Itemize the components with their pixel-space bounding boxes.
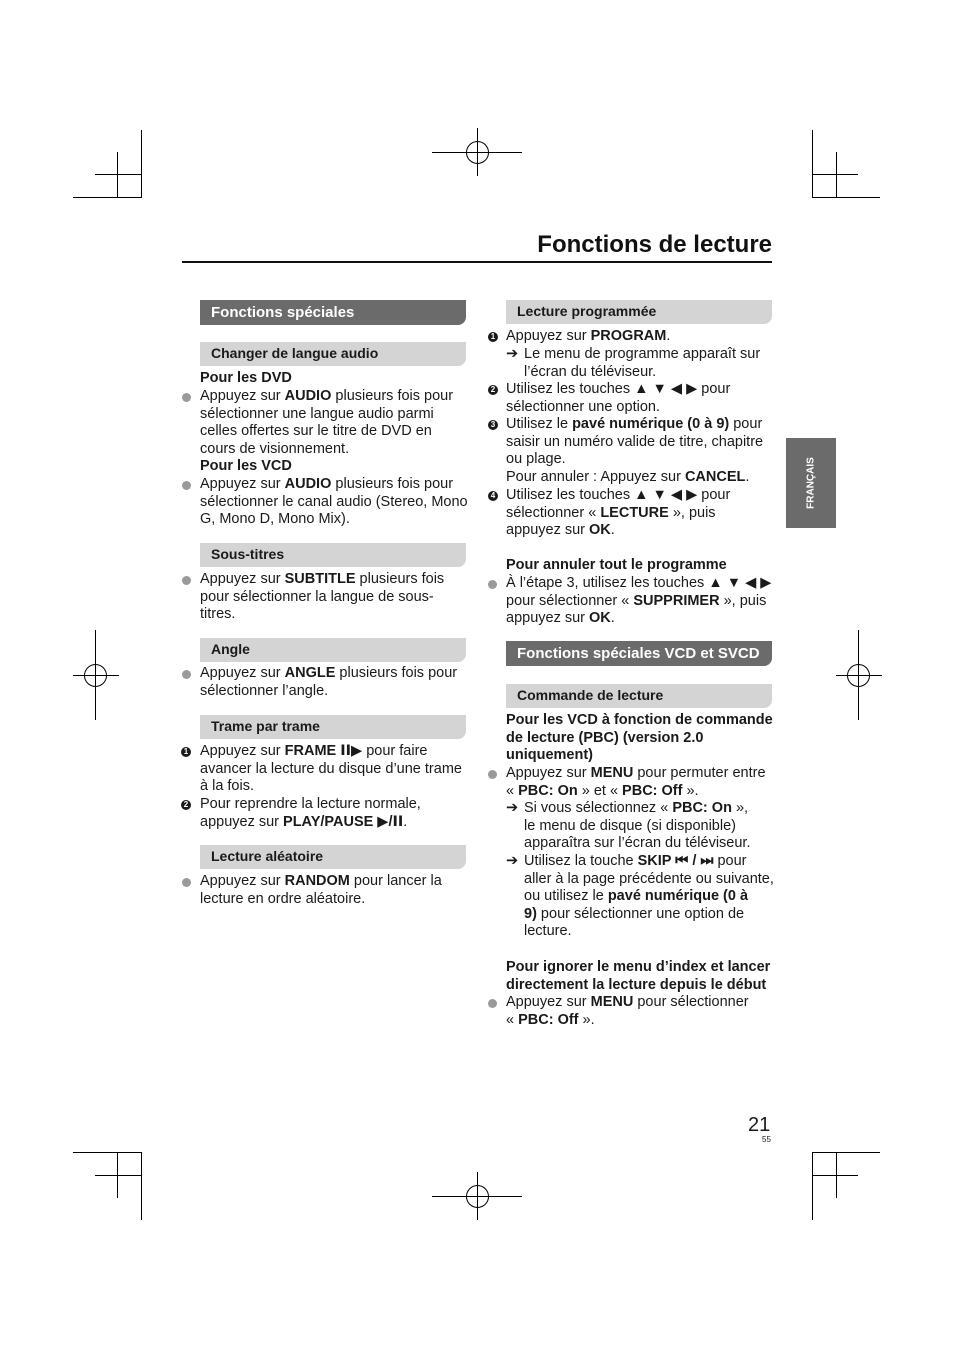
text-line: Appuyez sur MENU pour sélectionner <box>506 994 749 1010</box>
random-text <box>200 873 442 908</box>
text-line: Appuyez sur RANDOM pour lancer la <box>200 873 442 889</box>
bullet-icon <box>182 878 191 887</box>
text-line: Utilisez le pavé numérique (0 à 9) pour <box>506 416 763 432</box>
step-2-icon: 2 <box>488 385 498 395</box>
text-line: lecture. <box>524 923 572 940</box>
text-line: Pour reprendre la lecture normale, <box>200 796 421 812</box>
pbc-on-result <box>524 800 751 853</box>
text-line: titres. <box>200 606 236 623</box>
text-line: Appuyez sur AUDIO plusieurs fois pour <box>200 476 454 492</box>
text-line: Appuyez sur ANGLE plusieurs fois pour <box>200 665 458 681</box>
text-line: sélectionner une option. <box>506 398 660 415</box>
text-line: sélectionner l’angle. <box>200 682 329 699</box>
step-2-icon: 2 <box>181 800 191 810</box>
sub-page-number: 55 <box>762 1135 771 1144</box>
label-vcd: Pour les VCD <box>200 458 292 474</box>
program-step-1-text <box>506 328 670 346</box>
program-step-2-text <box>506 381 730 416</box>
pbc-toggle-text <box>506 765 766 800</box>
label-dvd: Pour les DVD <box>200 370 292 386</box>
text-line: Utilisez les touches ▲ ▼ ◀ ▶ pour <box>506 487 731 503</box>
page-title: Fonctions de lecture <box>537 231 772 258</box>
text-line: appuyez sur OK. <box>506 522 615 539</box>
audio-dvd-text <box>200 388 453 458</box>
text-line: appuyez sur OK. <box>506 610 615 627</box>
text-line: avancer la lecture du disque d’une trame <box>200 760 462 777</box>
bullet-icon <box>488 580 497 589</box>
arrow-icon: ➔ <box>506 346 519 362</box>
subheader-random-play: Lecture aléatoire <box>200 845 466 869</box>
skip-instructions <box>524 853 774 941</box>
text-line: Pour ignorer le menu d’index et lancer <box>506 959 771 975</box>
angle-text <box>200 665 457 700</box>
subheader-audio-language: Changer de langue audio <box>200 342 466 366</box>
bullet-icon <box>182 670 191 679</box>
program-step-3-text <box>506 416 763 486</box>
text-line: de lecture (PBC) (version 2.0 <box>506 729 704 746</box>
text-line: cours de visionnement. <box>200 440 350 457</box>
text-line: à la fois. <box>200 778 254 795</box>
program-step-4-text <box>506 487 730 540</box>
step-4-icon: 4 <box>488 491 498 501</box>
language-tab <box>786 438 836 528</box>
text-line: le menu de disque (si disponible) <box>524 817 736 834</box>
text-line: Appuyez sur FRAME ⅠⅠ▶ pour faire <box>200 743 428 759</box>
text-line: Appuyez sur SUBTITLE plusieurs fois <box>200 571 445 587</box>
step-1-icon: 1 <box>488 332 498 342</box>
text-line: 9) pour sélectionner une option de <box>524 905 745 922</box>
label-cancel-all: Pour annuler tout le programme <box>506 557 727 573</box>
page-number: 21 <box>748 1114 771 1136</box>
text-line: aller à la page précédente ou suivante, <box>524 870 774 887</box>
text-line: uniquement) <box>506 747 593 764</box>
text-line: celles offertes sur le titre de DVD en <box>200 423 432 440</box>
text-line: ou plage. <box>506 451 566 468</box>
subheader-playback-control: Commande de lecture <box>506 684 772 708</box>
section-header-special-functions: Fonctions spéciales <box>200 300 466 325</box>
bullet-icon <box>182 481 191 490</box>
bullet-icon <box>488 999 497 1008</box>
program-step-1-result <box>524 346 760 381</box>
step-3-icon: 3 <box>488 420 498 430</box>
step-1-icon: 1 <box>181 747 191 757</box>
ignore-index-text <box>506 994 749 1029</box>
text-line: Appuyez sur MENU pour permuter entre <box>506 765 766 781</box>
text-line: directement la lecture depuis le début <box>506 976 767 993</box>
text-line: « PBC: On » et « PBC: Off ». <box>506 782 699 799</box>
subheader-angle: Angle <box>200 638 466 662</box>
text-line: sélectionner « LECTURE », puis <box>506 504 716 521</box>
bullet-icon <box>488 770 497 779</box>
title-divider <box>182 261 772 263</box>
text-line: lecture en ordre aléatoire. <box>200 890 366 907</box>
text-line: pour sélectionner « SUPPRIMER », puis <box>506 592 767 609</box>
text-line: ou utilisez le pavé numérique (0 à <box>524 888 749 905</box>
audio-vcd-text <box>200 476 468 529</box>
text-line: Le menu de programme apparaît sur <box>524 346 761 362</box>
cancel-all-text <box>506 575 771 628</box>
text-line: « PBC: Off ». <box>506 1011 595 1028</box>
text-line: Pour annuler : Appuyez sur CANCEL. <box>506 468 750 485</box>
bullet-icon <box>182 393 191 402</box>
subtitles-text <box>200 571 444 624</box>
text-line: Si vous sélectionnez « PBC: On », <box>524 800 749 816</box>
text-line: saisir un numéro valide de titre, chapitre <box>506 433 764 450</box>
label-vcd-pbc <box>506 712 773 765</box>
arrow-icon: ➔ <box>506 800 519 816</box>
text-line: sélectionner le canal audio (Stereo, Mono <box>200 493 468 510</box>
frame-step-2-text <box>200 796 421 831</box>
text-line: Utilisez la touche SKIP ⏮ / ⏭ pour <box>524 853 747 869</box>
frame-step-1-text <box>200 743 462 796</box>
subheader-frame-by-frame: Trame par trame <box>200 715 466 739</box>
text-line: appuyez sur PLAY/PAUSE ▶/ⅠⅠ. <box>200 813 408 830</box>
section-header-vcd-svcd: Fonctions spéciales VCD et SVCD <box>506 641 772 666</box>
language-tab-label: FRANÇAIS <box>805 457 817 509</box>
bullet-icon <box>182 576 191 585</box>
arrow-icon: ➔ <box>506 853 519 869</box>
text-line: Utilisez les touches ▲ ▼ ◀ ▶ pour <box>506 381 731 397</box>
text-line: pour sélectionner la langue de sous- <box>200 588 434 605</box>
text-line: À l’étape 3, utilisez les touches ▲ ▼ ◀ ▶ <box>506 575 772 591</box>
subheader-programmed-play: Lecture programmée <box>506 300 772 324</box>
text-line: sélectionner une langue audio parmi <box>200 405 434 422</box>
subheader-subtitles: Sous-titres <box>200 543 466 567</box>
text-line: apparaîtra sur l’écran du téléviseur. <box>524 835 751 852</box>
text-line: Pour les VCD à fonction de commande <box>506 712 773 728</box>
text-line: l’écran du téléviseur. <box>524 363 657 380</box>
text-line: G, Mono D, Mono Mix). <box>200 511 350 528</box>
text-line: Appuyez sur PROGRAM. <box>506 328 671 344</box>
label-ignore-index <box>506 959 770 994</box>
text-line: Appuyez sur AUDIO plusieurs fois pour <box>200 388 454 404</box>
